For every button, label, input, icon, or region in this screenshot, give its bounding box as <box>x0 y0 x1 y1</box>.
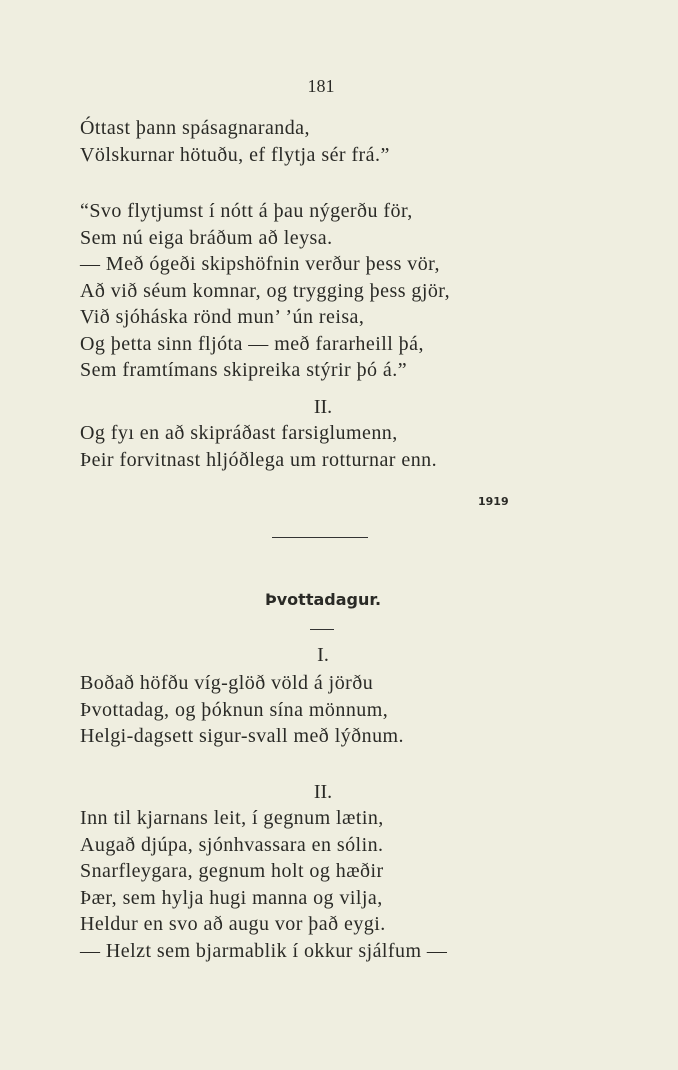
verse-line: Augað djúpa, sjónhvassara en sólin. <box>80 833 384 856</box>
verse-line: Völskurnar hötuðu, ef flytja sér frá.” <box>80 143 390 166</box>
verse-line: Sem framtímans skipreika stýrir þó á.” <box>80 359 408 381</box>
verse-line: Og þetta sinn fljóta — með fararheill þá, <box>80 332 424 355</box>
verse-line: — Helzt sem bjarmablik í okkur sjálfum — <box>80 939 448 962</box>
verse-line: Helgi-dagsett sigur-svall með lýðnum. <box>80 725 404 747</box>
verse-line: Snarfleygara, gegnum holt og hæðir <box>80 860 384 882</box>
verse-line: Inn til kjarnans leit, í gegnum lætin, <box>80 807 384 829</box>
verse-line: Boðað höfðu víg-glöð völd á jörðu <box>80 672 374 694</box>
section-heading: I. <box>317 644 329 666</box>
section-heading: II. <box>313 781 333 803</box>
verse-line: Að við séum komnar, og trygging þess gjör, <box>80 279 451 302</box>
verse-line: Sem nú eiga bráðum að leysa. <box>80 226 333 249</box>
poem-title: Þvottadagur. <box>264 590 382 609</box>
page-number: 181 <box>307 76 335 96</box>
verse-line: Þær, sem hylja hugi manna og vilja, <box>80 886 383 909</box>
verse-line: “Svo flytjumst í nótt á þau nýgerðu för, <box>80 200 413 222</box>
poem-date: 1919 <box>478 495 509 508</box>
verse-line: — Með ógeði skipshöfnin verður þess vör, <box>80 253 440 275</box>
verse-line: Heldur en svo að augu vor það eygi. <box>80 913 386 935</box>
verse-line: Og fyı en að skipráðast farsiglumenn, <box>80 422 398 444</box>
title-rule <box>310 629 334 630</box>
verse-line: Þeir forvitnast hljóðlega um rotturnar enn. <box>80 448 438 471</box>
verse-line: Við sjóháska rönd mun’ ’ún reisa, <box>80 306 365 328</box>
verse-line: Þvottadag, og þóknun sína mönnum, <box>80 698 389 721</box>
section-heading: II. <box>313 396 333 418</box>
verse-line: Óttast þann spásagnaranda, <box>80 117 310 139</box>
separator-rule <box>272 537 368 538</box>
